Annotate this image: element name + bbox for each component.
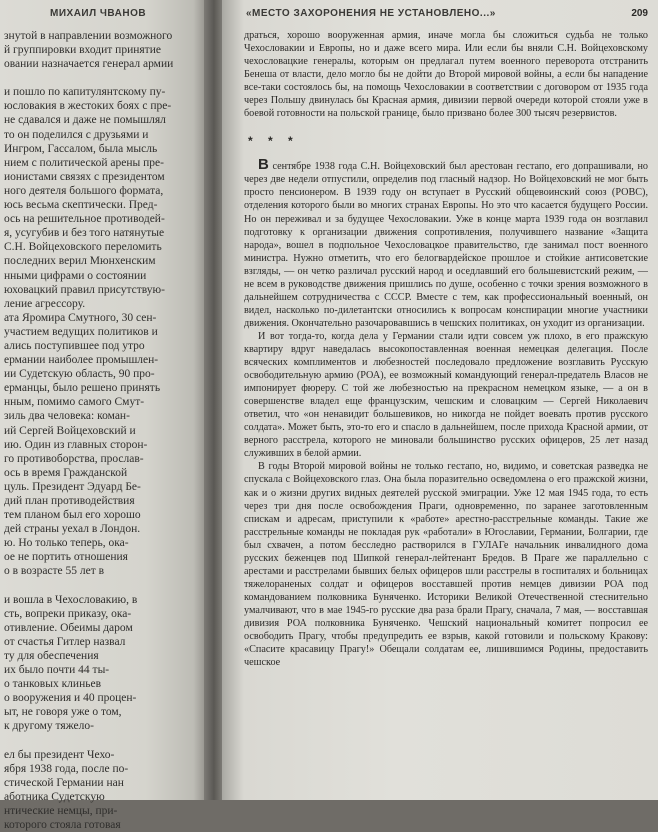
left-text-line: юсловакия в жестоких боях с пре- (4, 100, 172, 113)
left-text-line: ое не портить отношения (4, 551, 128, 564)
left-text-line: ту для обеспечения (4, 649, 99, 662)
left-text-line: аботника Судетскую (4, 790, 105, 803)
left-text-line: их было почти 44 ты- (4, 664, 110, 677)
left-text-line: знутой в направлении возможного (4, 30, 173, 42)
left-text-line: ось в время Гражданской (4, 466, 128, 479)
body-paragraph: В сентябре 1938 года С.Н. Войцеховский был арестован гестапо, его допрашивали, но через две недели отпустили, определив под гласный надзор. Но Войцеховский не мог быть просто пенсионером. В 1939 году он вступает в Русский общевоинский союз (РОВС), отделения которого были во многих странах Европы. Но это что касается будущего России. Но он переживал и за будущее Чехословакии. Уже в конце марта 1939 года он возглавил подготовку к организации движения сопротивления, получившего название «Защита народа», вошел в подпольное Чехословацкое правительство, где занимал пост военного министра. Нужно отметить, что его белогвардейское прошлое и стойкие антисоветские взгляды, — он четко различал русский народ и оседлавший его большевистский режим, — не всем в руководстве движения пришлись по душе, особенно с точки зрения возможного в дальнейшем сотрудничества с СССР. Вместе с тем, как профессиональный военный, он видел, насколько по-дилетантски относились к вопросам конспирации многие участники движения. Окончательно разочаровавшись в чешских политиках, он уходит из организации. (244, 156, 648, 329)
left-text-line: то он поделился с друзьями и (4, 128, 149, 141)
left-text-line: овании назначается генерал армии (4, 58, 174, 71)
left-text-line: сть, вопреки приказу, ока- (4, 607, 132, 620)
left-text-line: ались поступившее под утро (4, 339, 145, 352)
left-text-line: ермании наиболее промышлен- (4, 354, 159, 367)
left-text-line: зиль два человека: коман- (4, 410, 130, 423)
left-text-line: стической Германии нан (4, 776, 124, 789)
left-text-line: к другому тяжело- (4, 720, 94, 733)
left-text-line: ию. Один из главных сторон- (4, 438, 148, 451)
left-text-line: Ингром, Гассалом, была мысль (4, 142, 158, 155)
intro-paragraph: драться, хорошо вооруженная армия, иначе могла бы сложиться судьба не только Чехословакии и Европы, но и даже всего мира. Или если бы вняли С.Н. Войцеховскому чехословацкие генералы, которым он предлагал путем военного переворота отстранить Бенеша от власти, дело могло бы не дойти до Второй мировой войны, а если бы нападение все-таки состоялось бы, на помощь Чехословакии в соответствии с договором от 1935 года через Польшу двинулась бы Красная армия, дивизии первой очереди которой стояли уже в боевой готовности на польской границе, было призвано более 300 тысяч резервистов. (244, 30, 648, 120)
left-text-line: ось на решительное противодей- (4, 213, 165, 226)
left-text-line (4, 734, 198, 748)
left-text-line: ного деятеля большого формата, (4, 184, 164, 197)
left-page (0, 0, 208, 831)
body-paragraph: В годы Второй мировой войны не только гестапо, но, видимо, и советская разведка не спускала с Войцеховского глаз. Она была поразительно осведомлена о его пражской жизни, как и о жизни других видных деятелей русской эмиграции. Уже 12 мая 1945 года, то есть через три дня после освобождения Праги, одновременно, по заранее заготовленным спискам и адресам, приступили к «работе» арестно-расстрельные команды. Такие же расстрельные команды не покладая рук «работали» в Югославии, Германии, Болгарии, где был схвачен, а потом бесследно растворился в ГУЛАГе начальник инвалидного дома русских беженцев под Шипкой генерал-лейтенант Бредов. В Праге же параллельно с арестами и расстрелами бывших белых офицеров шли расстрелы в госпиталях и больницах тяжелораненых солдат и офицеров восставшей против немцев дивизии РОА под командованием полковника Буняченко. Историки Великой Отечественной стеснительно умалчивают, что в мае 1945-го русские два раза брали Прагу, сначала, 7 мая, — восставшая дивизия РОА полковника Буняченко. Чешский национальный комитет попросил ее освободить Прагу, чтобы предупредить ее взрыв, какой готовили и польскому Кракову: «Спасите красавицу Прагу!» Обещали солдатам ее, лишившимся Родины, предоставить чешское (244, 461, 648, 669)
left-text-line (4, 579, 198, 593)
left-text-line (4, 71, 198, 85)
left-text-line: дей страны уехал в Лондон. (4, 523, 141, 536)
left-text-line: нтические немцы, при- (4, 804, 118, 817)
right-page (222, 0, 658, 800)
left-text-line: С.Н. Войцеховского переломить (4, 241, 162, 254)
left-text-line: ыт, не говоря уже о том, (4, 706, 122, 719)
drop-initial: В (258, 156, 269, 174)
right-header (246, 8, 648, 19)
section-separator: * * * (248, 134, 299, 149)
left-text-line: последних верил Мюнхенским (4, 255, 156, 268)
left-text-line: ел бы президент Чехо- (4, 748, 115, 761)
left-text-line: ии Судетскую область, 90 про- (4, 368, 155, 381)
left-text-line: нным, помимо самого Смут- (4, 396, 145, 409)
left-text-line: дий план противодействия (4, 495, 135, 507)
left-text-line: ионистами связях с президентом (4, 170, 165, 183)
left-text-line: не сдавался и даже не помышлял (4, 114, 166, 127)
left-text-line: ября 1938 года, после по- (4, 762, 129, 775)
left-text-line: ю. Но только теперь, ока- (4, 537, 129, 550)
left-text-line: тем планом был его хорошо (4, 509, 141, 522)
left-text-line: участием ведущих политиков и (4, 325, 158, 338)
left-text-line: от счастья Гитлер назвал (4, 635, 126, 648)
left-text-line: ата Яромира Смутного, 30 сен- (4, 311, 157, 324)
body-text (244, 158, 648, 669)
left-text-line: й группировки входит принятие (4, 44, 161, 57)
left-text-line: я, усугубив и без того натянутые (4, 227, 165, 240)
body-paragraph: И вот тогда-то, когда дела у Германии стали идти совсем уж плохо, в его пражскую квартиру вдруг наведалась высокопоставленная военная немецкая делегация. После всяческих комплиментов и любезностей последовало предложение возглавить Русскую освободительную армию (РОА), ее возможный командующий генерал-предатель Власов не импонирует фюреру. С той же любезностью на прекрасном немецком языке, — а он в совершенстве владел еще французским, чешским и словацким — Сергей Николаевич ответил, что «он ненавидит большевиков, но никогда не пойдет воевать против русского солдата». Может быть, это-то его и спасло в дальнейшем, после прихода Красной армии, от верного расстрела, которого не миновали большинство русских офицеров, 25 лет назад служивших в белой армии. (244, 330, 648, 460)
left-text-line: отивление. Обеимы даром (4, 621, 133, 634)
left-text-line: о в возрасте 55 лет в (4, 565, 105, 578)
left-text-line: юховацкий правил присутствую- (4, 283, 165, 296)
left-running-head: МИХАИЛ ЧВАНОВ (50, 8, 147, 19)
page-number: 209 (631, 8, 648, 19)
left-text-line: и пошло по капитулянтскому пу- (4, 86, 166, 99)
left-text-line: которого стояла готовая (4, 818, 121, 831)
left-text-line: о вооружения и 40 процен- (4, 692, 137, 705)
left-text-line: го противоборства, прослав- (4, 452, 144, 465)
right-running-head: «МЕСТО ЗАХОРОНЕНИЯ НЕ УСТАНОВЛЕНО...» (246, 8, 496, 19)
left-text-line: о танковых клиньев (4, 678, 101, 691)
left-text-line: ий Сергей Войцеховский и (4, 424, 136, 437)
left-text-line: нными цифрами о состоянии (4, 269, 147, 282)
left-text-line: ление агрессору. (4, 297, 86, 310)
left-text-line: юсь весьма скептически. Пред- (4, 199, 158, 212)
left-text-line: цуль. Президент Эдуард Бе- (4, 480, 141, 493)
left-text-line: и вошла в Чехословакию, в (4, 593, 138, 606)
left-text-line: нием с политической арены пре- (4, 156, 164, 169)
left-text-line: ерманцы, было решено принять (4, 382, 161, 395)
left-page-text (4, 29, 198, 832)
